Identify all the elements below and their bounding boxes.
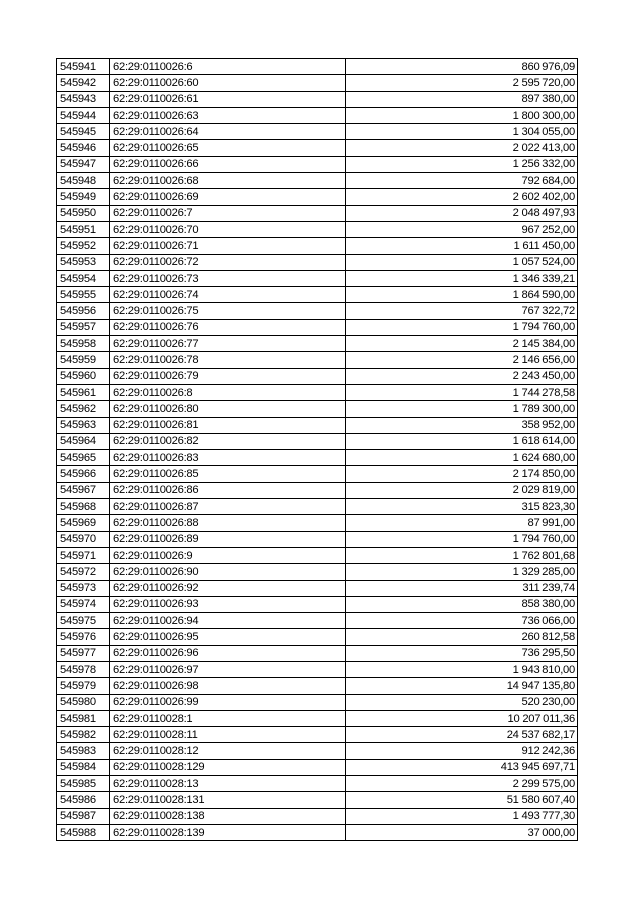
row-number: 545959 xyxy=(57,352,110,368)
row-number: 545953 xyxy=(57,254,110,270)
cadastral-value-table xyxy=(56,58,578,841)
table-row xyxy=(57,336,578,352)
table-row xyxy=(57,254,578,270)
table-row xyxy=(57,287,578,303)
cadastral-value: 858 380,00 xyxy=(346,596,578,612)
row-number: 545948 xyxy=(57,173,110,189)
cadastral-value: 51 580 607,40 xyxy=(346,792,578,808)
cadastral-value: 1 346 339,21 xyxy=(346,270,578,286)
table-row xyxy=(57,547,578,563)
cadastral-number: 62:29:0110026:95 xyxy=(110,629,346,645)
table-row xyxy=(57,613,578,629)
cadastral-number: 62:29:0110026:63 xyxy=(110,107,346,123)
cadastral-value: 2 145 384,00 xyxy=(346,336,578,352)
row-number: 545977 xyxy=(57,645,110,661)
table-row xyxy=(57,303,578,319)
cadastral-number: 62:29:0110026:94 xyxy=(110,613,346,629)
row-number: 545956 xyxy=(57,303,110,319)
table-row xyxy=(57,91,578,107)
row-number: 545982 xyxy=(57,727,110,743)
row-number: 545947 xyxy=(57,156,110,172)
cadastral-number: 62:29:0110026:64 xyxy=(110,124,346,140)
cadastral-value: 860 976,09 xyxy=(346,59,578,75)
table-row xyxy=(57,124,578,140)
cadastral-number: 62:29:0110026:85 xyxy=(110,466,346,482)
row-number: 545954 xyxy=(57,270,110,286)
cadastral-value: 1 762 801,68 xyxy=(346,547,578,563)
row-number: 545965 xyxy=(57,450,110,466)
row-number: 545979 xyxy=(57,678,110,694)
row-number: 545941 xyxy=(57,59,110,75)
cadastral-value: 2 029 819,00 xyxy=(346,482,578,498)
cadastral-number: 62:29:0110026:70 xyxy=(110,221,346,237)
cadastral-value: 520 230,00 xyxy=(346,694,578,710)
cadastral-value: 1 304 055,00 xyxy=(346,124,578,140)
cadastral-number: 62:29:0110026:80 xyxy=(110,401,346,417)
row-number: 545944 xyxy=(57,107,110,123)
cadastral-number: 62:29:0110028:1 xyxy=(110,710,346,726)
cadastral-number: 62:29:0110028:131 xyxy=(110,792,346,808)
row-number: 545950 xyxy=(57,205,110,221)
row-number: 545952 xyxy=(57,238,110,254)
table-row xyxy=(57,156,578,172)
cadastral-value: 2 174 850,00 xyxy=(346,466,578,482)
row-number: 545964 xyxy=(57,433,110,449)
cadastral-value: 1 329 285,00 xyxy=(346,564,578,580)
cadastral-number: 62:29:0110026:61 xyxy=(110,91,346,107)
table-row xyxy=(57,596,578,612)
cadastral-value: 767 322,72 xyxy=(346,303,578,319)
table-row xyxy=(57,221,578,237)
cadastral-number: 62:29:0110026:69 xyxy=(110,189,346,205)
cadastral-number: 62:29:0110026:99 xyxy=(110,694,346,710)
table-body xyxy=(57,59,578,841)
cadastral-value: 14 947 135,80 xyxy=(346,678,578,694)
cadastral-value: 87 991,00 xyxy=(346,515,578,531)
cadastral-value: 1 794 760,00 xyxy=(346,531,578,547)
cadastral-value: 2 146 656,00 xyxy=(346,352,578,368)
cadastral-number: 62:29:0110028:138 xyxy=(110,808,346,824)
table-row xyxy=(57,515,578,531)
row-number: 545968 xyxy=(57,499,110,515)
table-row xyxy=(57,743,578,759)
cadastral-value: 736 295,50 xyxy=(346,645,578,661)
row-number: 545970 xyxy=(57,531,110,547)
cadastral-value: 897 380,00 xyxy=(346,91,578,107)
cadastral-number: 62:29:0110026:79 xyxy=(110,368,346,384)
row-number: 545971 xyxy=(57,547,110,563)
row-number: 545978 xyxy=(57,661,110,677)
cadastral-number: 62:29:0110026:65 xyxy=(110,140,346,156)
cadastral-value: 912 242,36 xyxy=(346,743,578,759)
table-row xyxy=(57,466,578,482)
cadastral-value: 1 618 614,00 xyxy=(346,433,578,449)
table-row xyxy=(57,450,578,466)
row-number: 545955 xyxy=(57,287,110,303)
cadastral-number: 62:29:0110026:77 xyxy=(110,336,346,352)
table-row xyxy=(57,270,578,286)
cadastral-number: 62:29:0110026:90 xyxy=(110,564,346,580)
cadastral-number: 62:29:0110026:75 xyxy=(110,303,346,319)
table-row xyxy=(57,580,578,596)
table-row xyxy=(57,368,578,384)
table-row xyxy=(57,75,578,91)
cadastral-number: 62:29:0110026:92 xyxy=(110,580,346,596)
row-number: 545962 xyxy=(57,401,110,417)
table-row xyxy=(57,629,578,645)
cadastral-number: 62:29:0110026:89 xyxy=(110,531,346,547)
cadastral-value: 2 048 497,93 xyxy=(346,205,578,221)
row-number: 545973 xyxy=(57,580,110,596)
row-number: 545988 xyxy=(57,824,110,840)
table-row xyxy=(57,792,578,808)
row-number: 545981 xyxy=(57,710,110,726)
cadastral-value: 37 000,00 xyxy=(346,824,578,840)
cadastral-number: 62:29:0110026:76 xyxy=(110,319,346,335)
cadastral-value: 2 299 575,00 xyxy=(346,776,578,792)
cadastral-number: 62:29:0110026:8 xyxy=(110,384,346,400)
row-number: 545967 xyxy=(57,482,110,498)
cadastral-number: 62:29:0110026:96 xyxy=(110,645,346,661)
cadastral-number: 62:29:0110028:12 xyxy=(110,743,346,759)
table-row xyxy=(57,384,578,400)
cadastral-value: 413 945 697,71 xyxy=(346,759,578,775)
cadastral-number: 62:29:0110026:73 xyxy=(110,270,346,286)
cadastral-value: 1 057 524,00 xyxy=(346,254,578,270)
cadastral-value: 24 537 682,17 xyxy=(346,727,578,743)
row-number: 545957 xyxy=(57,319,110,335)
cadastral-number: 62:29:0110026:82 xyxy=(110,433,346,449)
cadastral-number: 62:29:0110026:87 xyxy=(110,499,346,515)
row-number: 545958 xyxy=(57,336,110,352)
document-page xyxy=(56,58,577,841)
row-number: 545974 xyxy=(57,596,110,612)
cadastral-number: 62:29:0110026:93 xyxy=(110,596,346,612)
cadastral-number: 62:29:0110026:9 xyxy=(110,547,346,563)
table-row xyxy=(57,759,578,775)
cadastral-number: 62:29:0110026:83 xyxy=(110,450,346,466)
cadastral-number: 62:29:0110026:71 xyxy=(110,238,346,254)
table-row xyxy=(57,352,578,368)
cadastral-number: 62:29:0110028:13 xyxy=(110,776,346,792)
cadastral-value: 260 812,58 xyxy=(346,629,578,645)
table-row xyxy=(57,645,578,661)
cadastral-value: 1 794 760,00 xyxy=(346,319,578,335)
row-number: 545961 xyxy=(57,384,110,400)
table-row xyxy=(57,59,578,75)
cadastral-number: 62:29:0110028:129 xyxy=(110,759,346,775)
table-row xyxy=(57,531,578,547)
cadastral-value: 2 602 402,00 xyxy=(346,189,578,205)
row-number: 545945 xyxy=(57,124,110,140)
cadastral-value: 792 684,00 xyxy=(346,173,578,189)
cadastral-number: 62:29:0110026:6 xyxy=(110,59,346,75)
row-number: 545983 xyxy=(57,743,110,759)
table-row xyxy=(57,319,578,335)
row-number: 545969 xyxy=(57,515,110,531)
cadastral-number: 62:29:0110028:11 xyxy=(110,727,346,743)
row-number: 545960 xyxy=(57,368,110,384)
cadastral-number: 62:29:0110026:86 xyxy=(110,482,346,498)
cadastral-value: 2 022 413,00 xyxy=(346,140,578,156)
cadastral-value: 10 207 011,36 xyxy=(346,710,578,726)
row-number: 545951 xyxy=(57,221,110,237)
cadastral-value: 1 943 810,00 xyxy=(346,661,578,677)
table-row xyxy=(57,710,578,726)
cadastral-value: 2 595 720,00 xyxy=(346,75,578,91)
table-row xyxy=(57,824,578,840)
cadastral-value: 315 823,30 xyxy=(346,499,578,515)
row-number: 545949 xyxy=(57,189,110,205)
row-number: 545963 xyxy=(57,417,110,433)
table-row xyxy=(57,727,578,743)
row-number: 545942 xyxy=(57,75,110,91)
cadastral-value: 1 624 680,00 xyxy=(346,450,578,466)
table-row xyxy=(57,189,578,205)
cadastral-number: 62:29:0110028:139 xyxy=(110,824,346,840)
row-number: 545972 xyxy=(57,564,110,580)
row-number: 545975 xyxy=(57,613,110,629)
cadastral-number: 62:29:0110026:88 xyxy=(110,515,346,531)
table-row xyxy=(57,808,578,824)
table-row xyxy=(57,205,578,221)
table-row xyxy=(57,776,578,792)
table-row xyxy=(57,661,578,677)
table-row xyxy=(57,694,578,710)
table-row xyxy=(57,401,578,417)
cadastral-value: 1 800 300,00 xyxy=(346,107,578,123)
cadastral-number: 62:29:0110026:7 xyxy=(110,205,346,221)
row-number: 545946 xyxy=(57,140,110,156)
cadastral-number: 62:29:0110026:68 xyxy=(110,173,346,189)
row-number: 545966 xyxy=(57,466,110,482)
table-row xyxy=(57,140,578,156)
row-number: 545984 xyxy=(57,759,110,775)
cadastral-number: 62:29:0110026:98 xyxy=(110,678,346,694)
table-row xyxy=(57,417,578,433)
cadastral-value: 1 864 590,00 xyxy=(346,287,578,303)
row-number: 545943 xyxy=(57,91,110,107)
cadastral-number: 62:29:0110026:78 xyxy=(110,352,346,368)
cadastral-number: 62:29:0110026:97 xyxy=(110,661,346,677)
table-row xyxy=(57,678,578,694)
row-number: 545986 xyxy=(57,792,110,808)
cadastral-value: 1 744 278,58 xyxy=(346,384,578,400)
cadastral-value: 1 611 450,00 xyxy=(346,238,578,254)
table-row xyxy=(57,564,578,580)
cadastral-value: 358 952,00 xyxy=(346,417,578,433)
cadastral-number: 62:29:0110026:74 xyxy=(110,287,346,303)
cadastral-value: 2 243 450,00 xyxy=(346,368,578,384)
cadastral-number: 62:29:0110026:60 xyxy=(110,75,346,91)
cadastral-value: 736 066,00 xyxy=(346,613,578,629)
row-number: 545987 xyxy=(57,808,110,824)
table-row xyxy=(57,173,578,189)
table-row xyxy=(57,433,578,449)
table-row xyxy=(57,499,578,515)
row-number: 545976 xyxy=(57,629,110,645)
table-row xyxy=(57,238,578,254)
cadastral-value: 1 256 332,00 xyxy=(346,156,578,172)
cadastral-number: 62:29:0110026:72 xyxy=(110,254,346,270)
cadastral-value: 311 239,74 xyxy=(346,580,578,596)
cadastral-value: 1 789 300,00 xyxy=(346,401,578,417)
row-number: 545985 xyxy=(57,776,110,792)
table-row xyxy=(57,482,578,498)
cadastral-value: 1 493 777,30 xyxy=(346,808,578,824)
row-number: 545980 xyxy=(57,694,110,710)
cadastral-value: 967 252,00 xyxy=(346,221,578,237)
table-row xyxy=(57,107,578,123)
cadastral-number: 62:29:0110026:66 xyxy=(110,156,346,172)
cadastral-number: 62:29:0110026:81 xyxy=(110,417,346,433)
